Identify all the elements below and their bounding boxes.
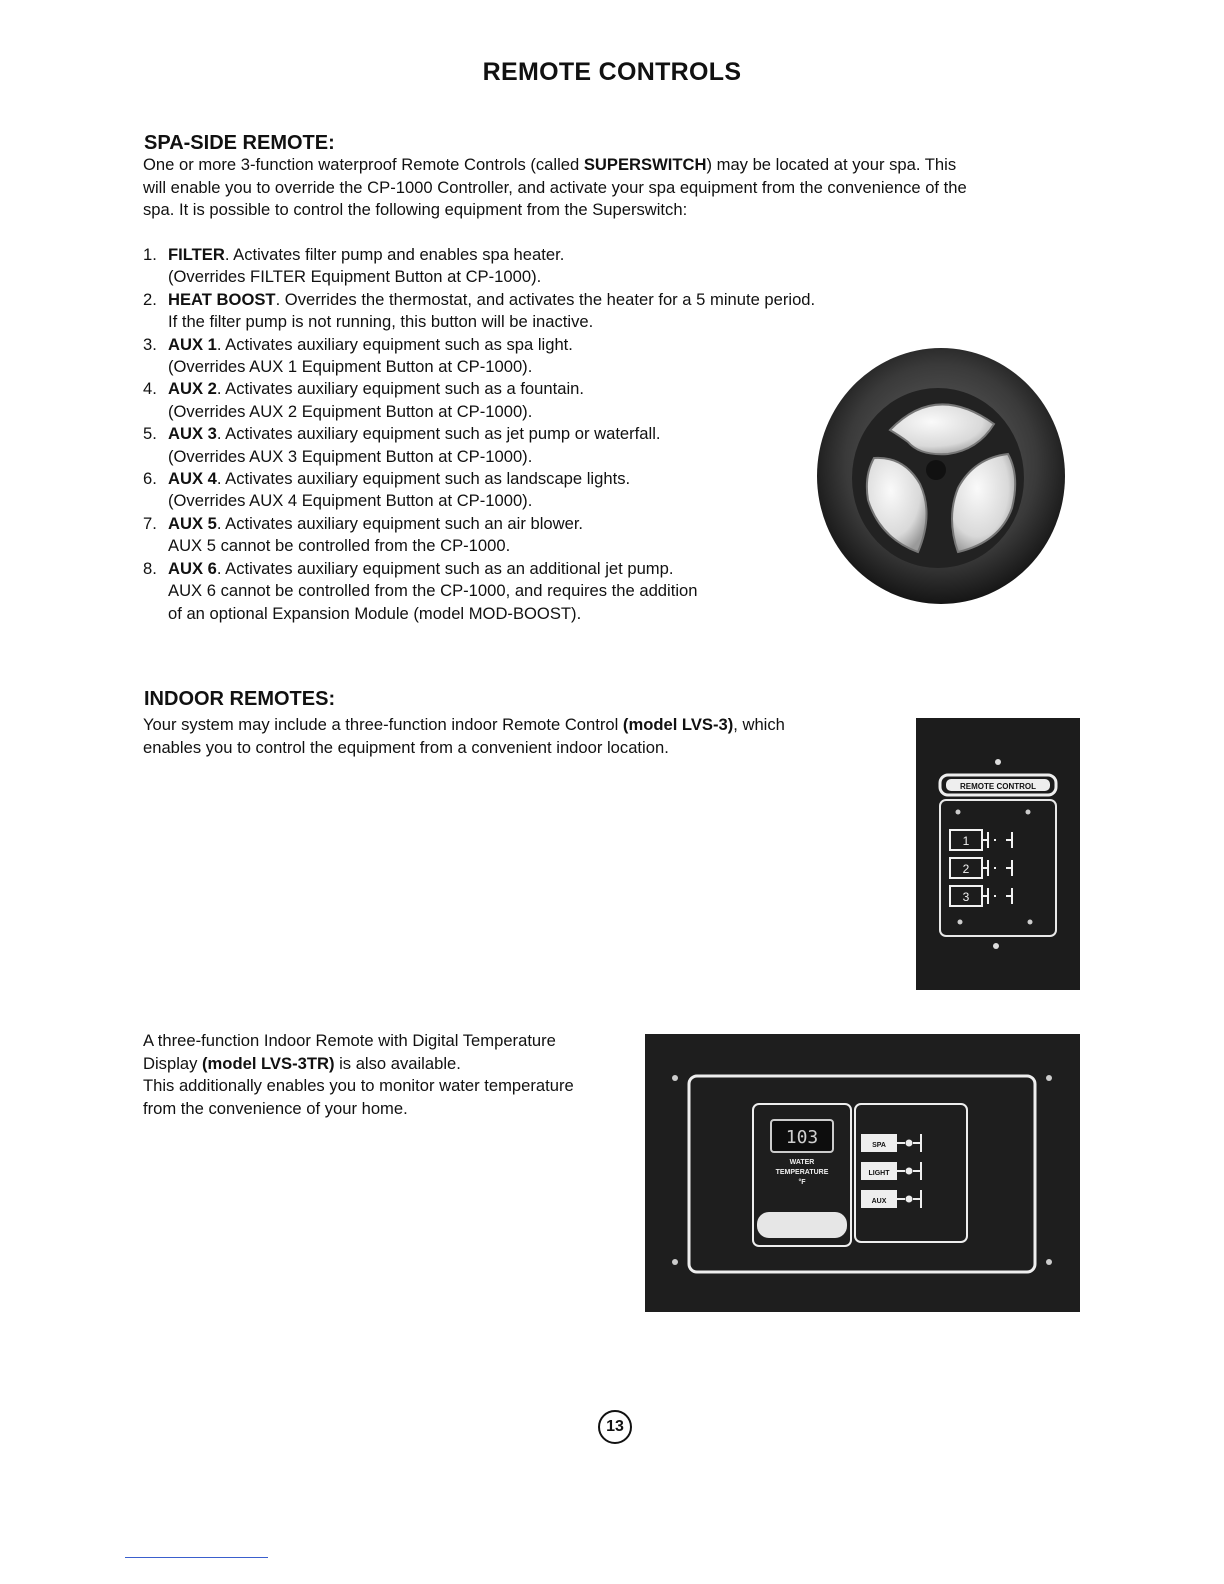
item-note: of an optional Expansion Module (model MOD-BOOST).: [168, 603, 582, 623]
item-desc: . Activates auxiliary equipment such as spa light.: [216, 334, 573, 354]
remote-center: [926, 460, 946, 480]
item-name: AUX 5: [168, 513, 217, 533]
display-caption: TEMPERATURE: [775, 1169, 829, 1176]
item-note: AUX 6 cannot be controlled from the CP-1000, and requires the addition: [168, 581, 698, 601]
indoor-text: Display: [143, 1053, 203, 1073]
button-label: 3: [962, 890, 970, 904]
item-note: (Overrides AUX 4 Equipment Button at CP-1000).: [168, 491, 533, 511]
list-item: [143, 513, 815, 558]
list-item: [143, 558, 815, 625]
spa-side-intro: [143, 154, 1083, 222]
display-caption: °F: [798, 1179, 806, 1186]
lvs3-label: REMOTE CONTROL: [960, 782, 1036, 791]
item-name: AUX 4: [168, 469, 217, 489]
indoor-text: , which: [733, 715, 785, 734]
item-number: 3.: [143, 334, 157, 354]
page-number: 13: [598, 1410, 632, 1444]
button-label: 1: [962, 834, 970, 848]
item-number: 7.: [143, 513, 157, 533]
item-name: AUX 1: [168, 334, 217, 354]
temperature-display: 103: [785, 1127, 819, 1148]
indoor-text: from the convenience of your home.: [143, 1098, 408, 1118]
model-lvs3tr: (model LVS-3TR): [202, 1053, 335, 1073]
equipment-list: [143, 244, 815, 625]
intro-line-2: will enable you to override the CP-1000 Controller, and activate your spa equipment from the convenience of the: [143, 177, 967, 197]
item-name: AUX 2: [168, 379, 217, 399]
indoor-paragraph-2: [143, 1030, 643, 1120]
item-desc: . Activates auxiliary equipment such as landscape lights.: [216, 469, 631, 489]
item-number: 6.: [143, 469, 157, 489]
item-note: If the filter pump is not running, this button will be inactive.: [168, 312, 594, 332]
footer-rule: [125, 1557, 268, 1558]
spa-side-heading: SPA-SIDE REMOTE:: [144, 132, 335, 154]
list-item: [143, 244, 815, 289]
item-note: (Overrides FILTER Equipment Button at CP-1000).: [168, 267, 542, 287]
lvs3-panel-graphic: [916, 718, 1080, 990]
button-label: 2: [962, 862, 970, 876]
item-name: AUX 3: [168, 424, 217, 444]
button-label: LIGHT: [868, 1170, 890, 1177]
item-desc: . Activates filter pump and enables spa heater.: [224, 245, 565, 264]
button-label: AUX: [871, 1198, 887, 1205]
intro-text: One or more 3-function waterproof Remote Controls (called: [143, 155, 584, 174]
item-name: FILTER: [168, 245, 225, 264]
indoor-text: A three-function Indoor Remote with Digital Temperature: [143, 1031, 556, 1050]
item-note: AUX 5 cannot be controlled from the CP-1000.: [168, 536, 511, 556]
list-item: [143, 423, 815, 468]
list-item: [143, 468, 815, 513]
indoor-text: is also available.: [334, 1053, 461, 1073]
list-item: [143, 378, 815, 423]
list-item: [143, 289, 815, 334]
item-number: 1.: [143, 245, 157, 264]
item-desc: . Activates auxiliary equipment such an air blower.: [216, 513, 584, 533]
item-note: (Overrides AUX 2 Equipment Button at CP-1000).: [168, 401, 533, 421]
indoor-heading: INDOOR REMOTES:: [144, 688, 336, 710]
item-name: HEAT BOOST: [168, 289, 276, 309]
brand-badge: [757, 1212, 847, 1238]
item-note: (Overrides AUX 3 Equipment Button at CP-1000).: [168, 446, 533, 466]
intro-text: ) may be located at your spa. This: [706, 155, 957, 174]
lvs3tr-photo: [645, 1034, 1080, 1312]
item-desc: . Activates auxiliary equipment such as a fountain.: [216, 379, 584, 399]
item-number: 5.: [143, 424, 157, 444]
intro-line-3: spa. It is possible to control the following equipment from the Superswitch:: [143, 200, 688, 219]
lvs3-photo: [916, 718, 1080, 990]
item-number: 8.: [143, 558, 157, 578]
superswitch-term: SUPERSWITCH: [583, 155, 707, 174]
item-number: 2.: [143, 289, 157, 309]
item-desc: . Activates auxiliary equipment such as an additional jet pump.: [216, 558, 674, 578]
indoor-text: This additionally enables you to monitor water temperature: [143, 1076, 574, 1095]
indoor-paragraph-1: [143, 714, 883, 759]
indoor-text: Your system may include a three-function indoor Remote Control: [143, 715, 623, 734]
item-desc: . Overrides the thermostat, and activates the heater for a 5 minute period.: [275, 289, 816, 309]
superswitch-photo: [808, 338, 1070, 608]
item-desc: . Activates auxiliary equipment such as jet pump or waterfall.: [216, 424, 661, 444]
item-number: 4.: [143, 379, 157, 399]
indoor-text-line-2: enables you to control the equipment from a convenient indoor location.: [143, 737, 669, 757]
page-title: REMOTE CONTROLS: [482, 58, 742, 86]
display-caption: WATER: [789, 1159, 815, 1166]
list-item: [143, 334, 815, 379]
model-lvs3: (model LVS-3): [622, 715, 734, 734]
button-label: SPA: [872, 1142, 886, 1149]
item-name: AUX 6: [168, 558, 217, 578]
item-note: (Overrides AUX 1 Equipment Button at CP-1000).: [168, 357, 533, 377]
lvs3tr-panel-graphic: [645, 1034, 1080, 1312]
